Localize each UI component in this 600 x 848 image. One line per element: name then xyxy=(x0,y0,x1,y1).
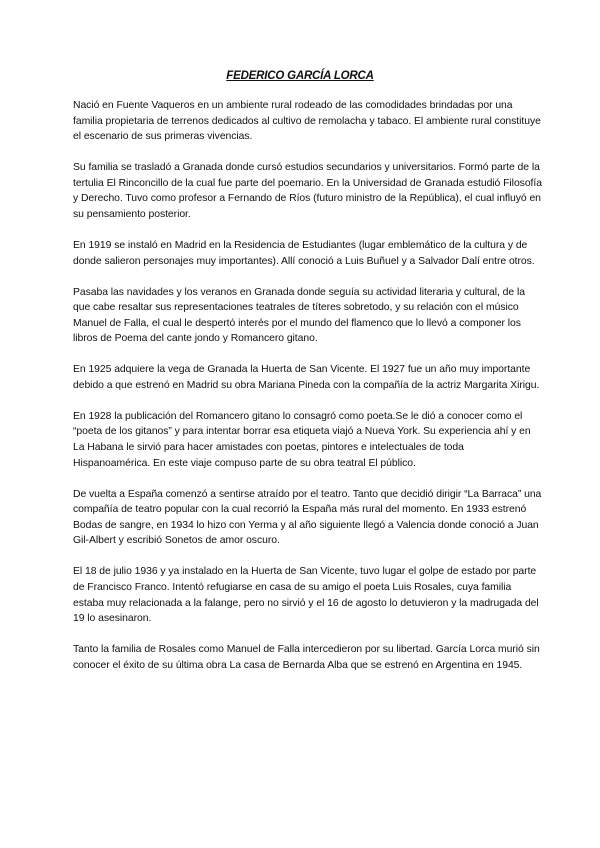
document-title: FEDERICO GARCÍA LORCA xyxy=(226,70,374,82)
paragraph-death: El 18 de julio 1936 y ya instalado en la Huerta de San Vicente, tuvo lugar el golpe de estado por parte de Francisco Franco. Intentó refugiarse en casa de su amigo el poeta Luis Rosales, cuya familia estaba muy relacionada a la falange, pero no sirvió y el 16 de agosto lo detuvieron y la madrugada del 19 lo asesinaron. xyxy=(73,566,539,625)
document-body xyxy=(73,98,543,689)
paragraph-literary-activity: Pasaba las navidades y los veranos en Granada donde seguía su actividad literaria y cultural, de la que cabe resaltar sus representaciones teatrales de títeres sobretodo, y su relación con el músico Manuel de Falla, el cual le despertó interés por el mundo del flamenco que lo llevó a componer los libros de Poema del cante jondo y Romancero gitano. xyxy=(73,286,525,345)
paragraph-legacy: Tanto la familia de Rosales como Manuel de Falla intercedieron por su libertad. García Lorca murió sin conocer el éxito de su última obra La casa de Bernarda Alba que se estrenó en Argentina en 1945. xyxy=(73,644,540,671)
paragraph-granada-studies: Su familia se trasladó a Granada donde cursó estudios secundarios y universitarios. Formó parte de la tertulia El Rinconcillo de la cual fue parte del poemario. En la Universidad de Granada estudió Filosofía y Derecho. Tuvo como profesor a Fernando de Ríos (futuro ministro de la República), el cual influyó en su pensamiento posterior. xyxy=(73,162,542,220)
paragraph-huerta-san-vicente: En 1925 adquiere la vega de Granada la Huerta de San Vicente. El 1927 fue un año muy importante debido a que estrenó en Madrid su obra Mariana Pineda con la compañía de la actriz Margarita Xirigu. xyxy=(73,364,540,391)
paragraph-madrid-residence: En 1919 se instaló en Madrid en la Residencia de Estudiantes (lugar emblemático de la cultura y de donde salieron personajes muy importantes). Allí conoció a Luis Buñuel y a Salvador Dalí entre otros. xyxy=(73,239,535,267)
paragraph-romancero-gitano: En 1928 la publicación del Romancero gitano lo consagró como poeta.Se le dió a conocer como el “poeta de los gitanos” y para intentar borrar esa etiqueta viajó a Nueva York. Su experiencia ahí y en La Habana le sirvió para hacer amistades con poetas, pintores e intelectuales de toda Hispanoamérica. En este viaje compuso parte de su obra teatral El público. xyxy=(73,410,531,469)
paragraph-la-barraca: De vuelta a España comenzó a sentirse atraído por el teatro. Tanto que decidió dirigir “La Barraca” una compañía de teatro popular con la cual recorrió la España más rural del momento. En 1933 estrenó Bodas de sangre, en 1934 lo hizo con Yerma y al año siguiente llegó a Valencia donde conoció a Juan Gil-Albert y escribió Sonetos de amor oscuro. xyxy=(73,488,542,547)
paragraph-birth: Nació en Fuente Vaqueros en un ambiente rural rodeado de las comodidades brindadas por una familia propietaria de terrenos dedicados al cultivo de remolacha y tabaco. El ambiente rural constituye el escenario de sus primeras vivencias. xyxy=(73,100,541,143)
